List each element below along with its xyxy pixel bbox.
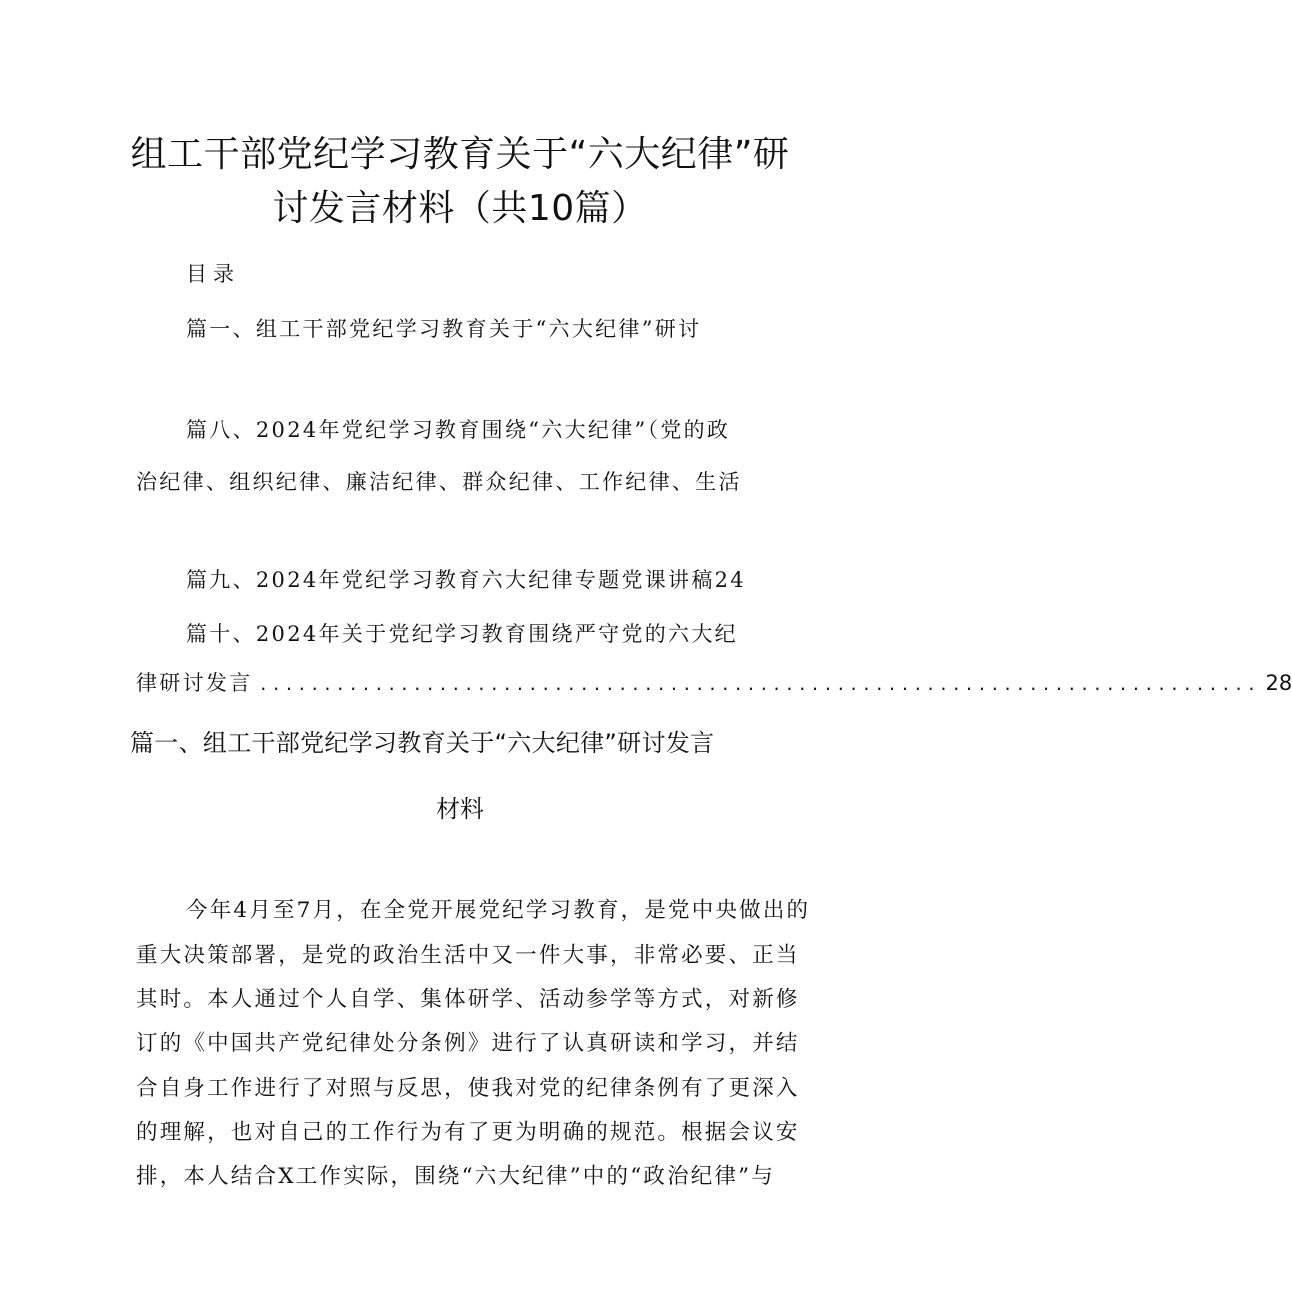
dot-leader: .............................................................................. — [258, 675, 1260, 694]
body-text-line: 的理解，也对自己的工作行为有了更为明确的规范。根据会议安 — [136, 1120, 800, 1145]
toc-entry-continuation: 律研讨发言 — [136, 671, 253, 695]
toc-entry-with-leader[interactable] — [136, 667, 1292, 697]
document-title-line-2: 讨发言材料（共10篇） — [272, 188, 648, 229]
toc-page-number: 28 — [1265, 671, 1292, 695]
toc-entry[interactable]: 篇九、2024年党纪学习教育六大纪律专题党课讲稿24 — [186, 568, 746, 592]
body-text-line: 排，本人结合X工作实际，围绕“六大纪律”中的“政治纪律”与 — [136, 1164, 776, 1189]
body-text-line: 订的《中国共产党纪律处分条例》进行了认真研读和学习，并结 — [136, 1031, 800, 1056]
body-text-line: 今年4月至7月，在全党开展党纪学习教育，是党中央做出的 — [186, 898, 811, 923]
body-text-line: 重大决策部署，是党的政治生活中又一件大事，非常必要、正当 — [136, 943, 800, 968]
section-title: 篇一、组工干部党纪学习教育关于“六大纪律”研讨发言 — [130, 729, 715, 757]
body-text-line: 其时。本人通过个人自学、集体研学、活动参学等方式，对新修 — [136, 987, 800, 1012]
toc-entry[interactable]: 篇十、2024年关于党纪学习教育围绕严守党的六大纪 — [186, 622, 738, 646]
document-title — [130, 128, 790, 236]
toc-entry[interactable]: 篇一、组工干部党纪学习教育关于“六大纪律”研讨 — [186, 317, 702, 341]
document-title-line-1: 组工干部党纪学习教育关于“六大纪律”研 — [130, 134, 790, 175]
toc-entry-continuation[interactable]: 治纪律、组织纪律、廉洁纪律、群众纪律、工作纪律、生活 — [136, 470, 742, 494]
toc-heading: 目录 — [186, 262, 240, 286]
toc-entry[interactable]: 篇八、2024年党纪学习教育围绕“六大纪律”（党的政 — [186, 418, 731, 442]
section-title-continuation: 材料 — [436, 795, 484, 823]
body-text-line: 合自身工作进行了对照与反思，使我对党的纪律条例有了更深入 — [136, 1076, 800, 1101]
